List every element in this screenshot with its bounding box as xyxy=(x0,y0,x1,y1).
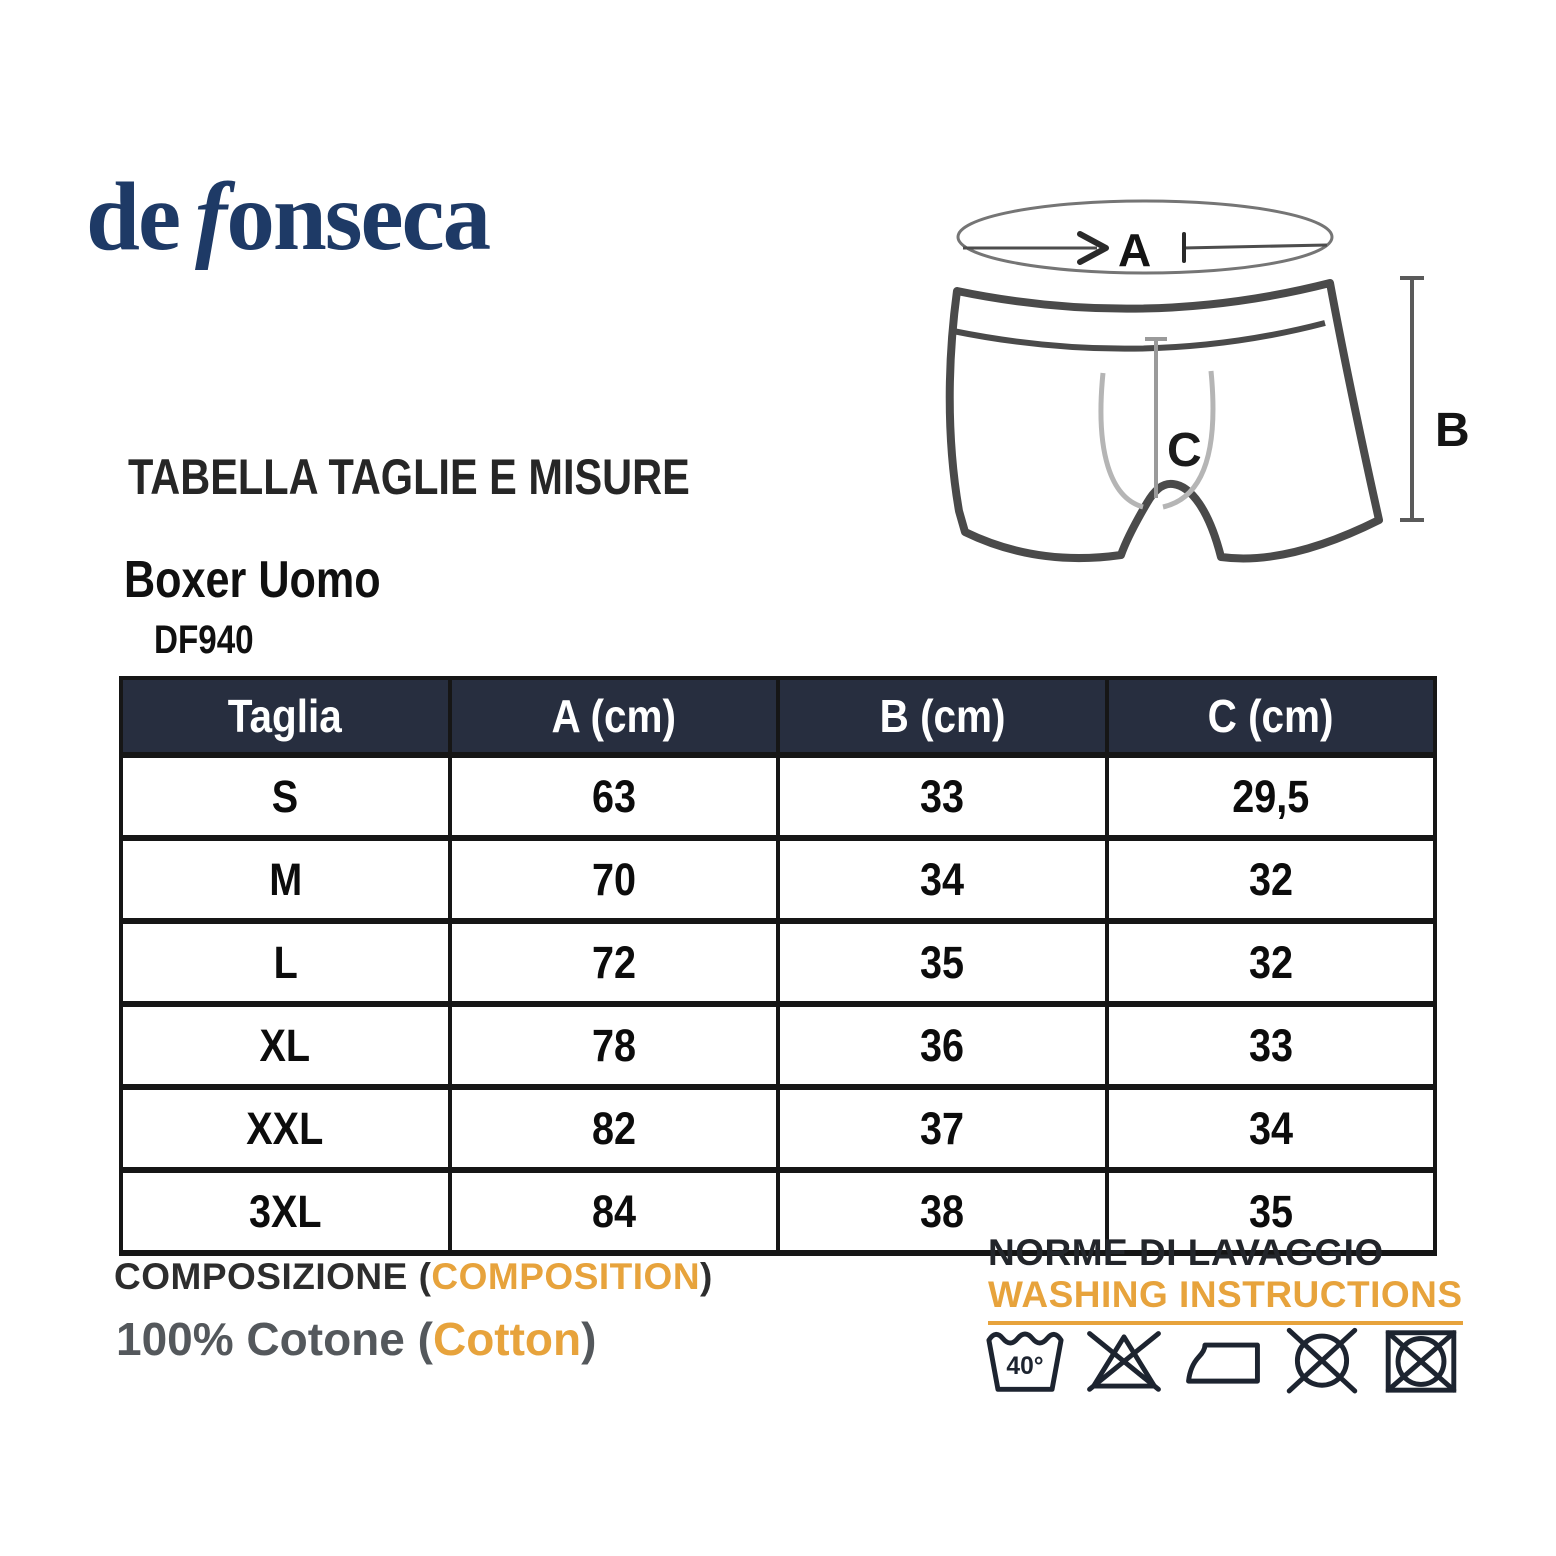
size-table-header-row xyxy=(121,678,1435,755)
col-header-taglia: Taglia xyxy=(121,678,450,755)
logo-rest: onseca xyxy=(226,163,490,270)
do-not-dry-clean-icon xyxy=(1281,1320,1363,1398)
washing-title-en: WASHING INSTRUCTIONS xyxy=(988,1274,1463,1325)
do-not-bleach-icon xyxy=(1083,1320,1165,1398)
table-row: L 72 35 32 xyxy=(121,921,1435,1004)
table-row: XXL 82 37 34 xyxy=(121,1087,1435,1170)
washing-title-it: NORME DI LAVAGGIO xyxy=(988,1232,1384,1273)
diagram-label-a: A xyxy=(1118,224,1152,276)
size-table xyxy=(119,676,1437,1256)
table-row: S 63 33 29,5 xyxy=(121,755,1435,838)
logo-f: f xyxy=(195,163,226,270)
do-not-tumble-dry-icon xyxy=(1380,1320,1462,1398)
washing-icons-row xyxy=(984,1320,1462,1398)
wash-temp-label: 40° xyxy=(1006,1352,1044,1380)
boxer-measure-diagram xyxy=(915,158,1485,638)
product-code: DF940 xyxy=(154,618,254,662)
diagram-label-b: B xyxy=(1435,404,1470,457)
col-header-a: A (cm) xyxy=(450,678,779,755)
side-measure-line-icon xyxy=(1400,278,1424,520)
table-row: XL 78 36 33 xyxy=(121,1004,1435,1087)
col-header-c: C (cm) xyxy=(1107,678,1436,755)
composition-value-en: Cotton xyxy=(432,1313,582,1365)
boxer-outline-icon xyxy=(950,283,1379,558)
composition-value: 100% Cotone (Cotton) xyxy=(116,1313,597,1365)
page-title: TABELLA TAGLIE E MISURE xyxy=(128,449,690,505)
composition-label: COMPOSIZIONE (COMPOSITION) xyxy=(114,1256,713,1297)
diagram-label-c: C xyxy=(1167,424,1202,477)
col-header-b: B (cm) xyxy=(778,678,1107,755)
product-name: Boxer Uomo xyxy=(124,551,381,609)
composition-label-en: COMPOSITION xyxy=(431,1256,701,1297)
table-row: 3XL 84 38 35 xyxy=(121,1170,1435,1253)
logo-de: de xyxy=(86,163,179,270)
brand-logo xyxy=(86,163,490,270)
table-row: M 70 34 32 xyxy=(121,838,1435,921)
iron-icon xyxy=(1182,1320,1264,1398)
wash-40-icon xyxy=(984,1320,1066,1398)
